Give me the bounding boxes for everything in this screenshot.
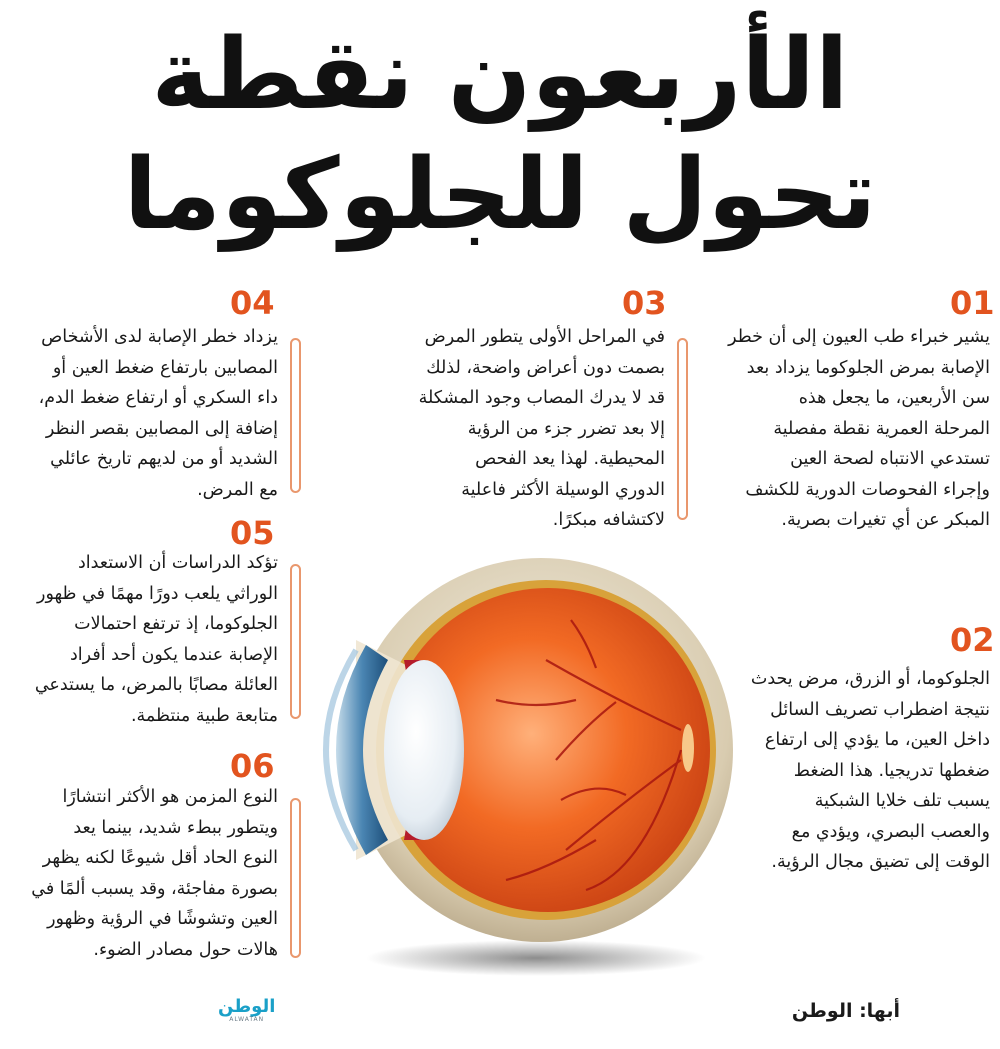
- logo-subtext: ALWATAN: [229, 1016, 265, 1023]
- logo-text: الوطن: [218, 996, 276, 1017]
- section-number-03: 03: [622, 284, 667, 322]
- section-bracket-04: [290, 338, 301, 493]
- page-title-line-1: الأربعون نقطة: [151, 18, 849, 132]
- section-number-05: 05: [230, 514, 275, 552]
- section-text-01: يشير خبراء طب العيون إلى أن خطر الإصابة بمرض الجلوكوما يزداد بعد سن الأربعين، ما يجعل هذه المرحلة العمرية نقطة مفصلية تستدعي الانتباه لصحة العين وإجراء الفحوصات الدورية للكشف المبكر عن أي تغيرات بصرية.: [728, 327, 990, 530]
- section-text-06: النوع المزمن هو الأكثر انتشارًا ويتطور ببطء شديد، بينما يعد النوع الحاد أقل شيوعًا لكنه يظهر بصورة مفاجئة، وقد يسبب ألمًا في العين وتشوشًا في الرؤية وظهور هالات حول مصادر الضوء.: [31, 787, 278, 960]
- section-number-01: 01: [950, 284, 995, 322]
- section-bracket-03: [677, 338, 688, 520]
- byline: أبها: الوطن: [791, 1000, 900, 1022]
- alwatan-logo: [218, 998, 275, 1024]
- section-text-03: في المراحل الأولى يتطور المرض بصمت دون أعراض واضحة، لذلك قد لا يدرك المصاب وجود المشكلة إلا بعد تضرر جزء من الرؤية المحيطية. لهذا يعد الفحص الدوري الوسيلة الأكثر فاعلية لاكتشافه مبكرًا.: [418, 327, 665, 530]
- eye-anatomy-illustration: [296, 550, 736, 980]
- section-number-06: 06: [230, 747, 275, 785]
- section-text-05: تؤكد الدراسات أن الاستعداد الوراثي يلعب دورًا مهمًا في ظهور الجلوكوما، إذ ترتفع احتمالات الإصابة عندما يكون أحد أفراد العائلة مصابًا بالمرض، ما يستدعي متابعة طبية منتظمة.: [34, 553, 278, 726]
- page-title-line-2: تحول للجلوكوما: [123, 138, 877, 252]
- section-text-02: الجلوكوما، أو الزرق، مرض يحدث نتيجة اضطراب تصريف السائل داخل العين، ما يؤدي إلى ارتفاع ضغطها تدريجيا. هذا الضغط يسبب تلف خلايا الشبكية والعصب البصري، ويؤدي مع الوقت إلى تضيق مجال الرؤية.: [750, 669, 990, 872]
- section-text-04: يزداد خطر الإصابة لدى الأشخاص المصابين بارتفاع ضغط العين أو داء السكري أو ارتفاع ضغط الدم، إضافة إلى المصابين بقصر النظر الشديد أو من لديهم تاريخ عائلي مع المرض.: [38, 327, 278, 500]
- section-number-02: 02: [950, 621, 995, 659]
- section-number-04: 04: [230, 284, 275, 322]
